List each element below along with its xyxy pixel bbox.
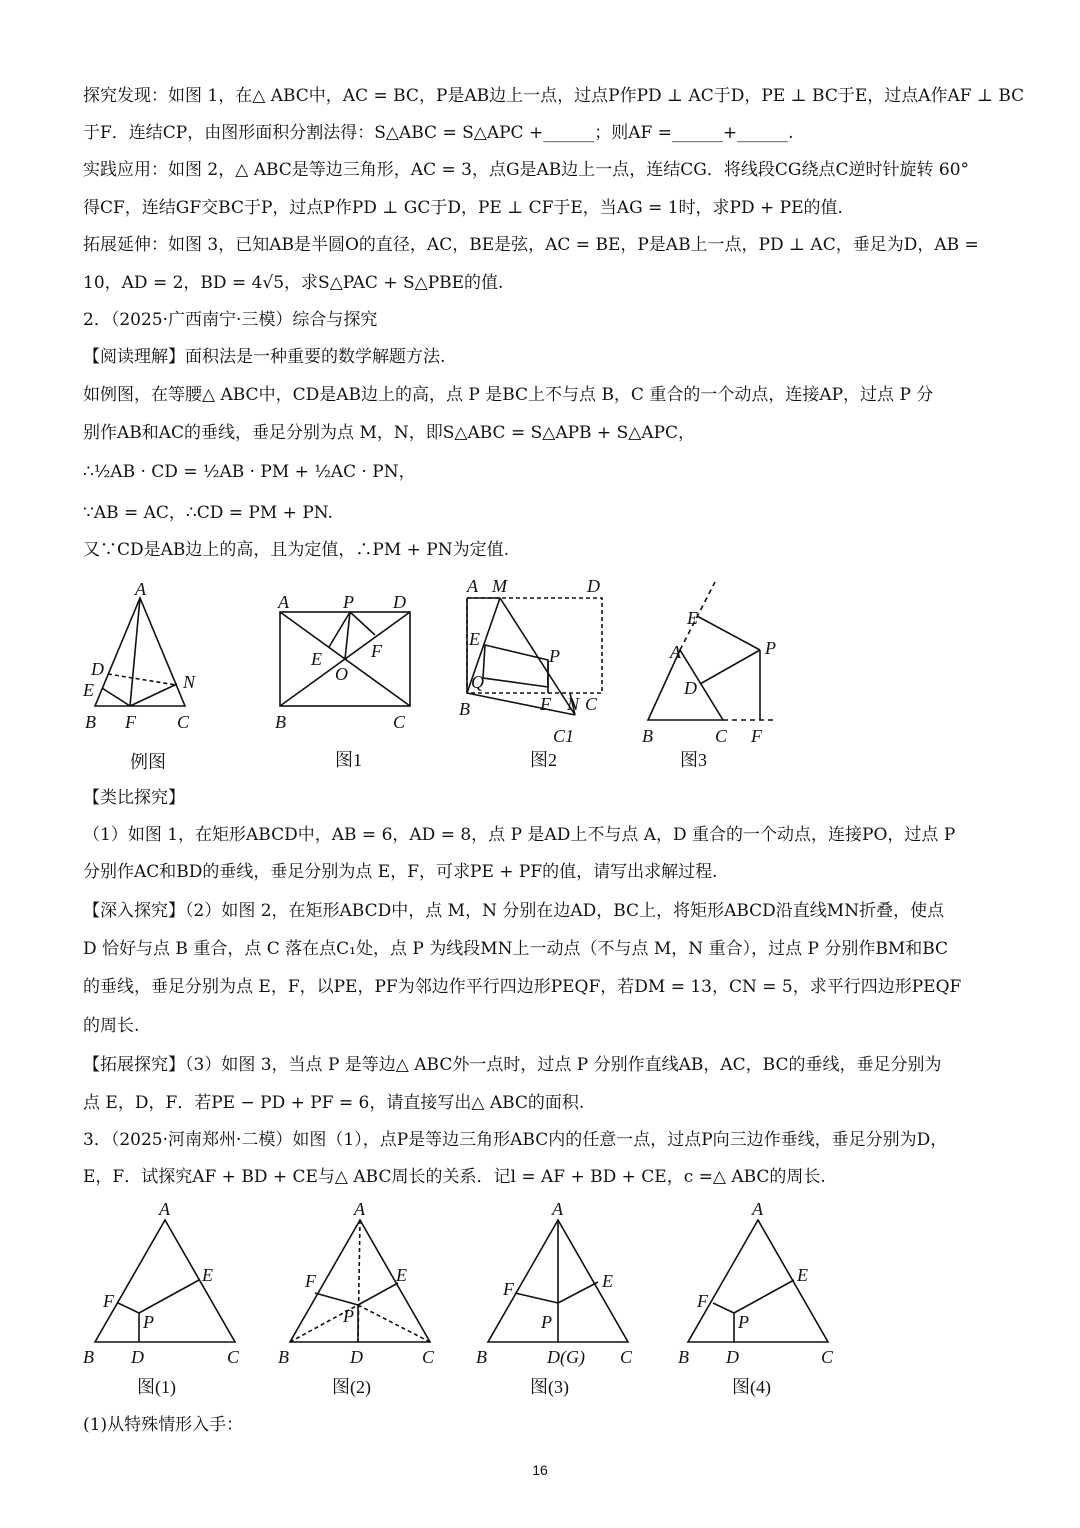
text-line-14: 【类比探究】 <box>83 788 185 808</box>
label-E: E <box>602 1271 613 1291</box>
caption-fig2: 图2 <box>530 750 557 770</box>
label-E: E <box>469 629 480 649</box>
text-line-25: (1)从特殊情形入手： <box>83 1415 244 1435</box>
label-P: P <box>765 638 776 658</box>
label-C: C <box>715 726 728 746</box>
text-line-23: 3．（2025·河南郑州·二模）如图（1），点P是等边三角形ABC内的任意一点，过点P向三边作垂线，垂足分别为D， <box>83 1130 948 1150</box>
label-B: B <box>678 1347 689 1367</box>
label-A: A <box>552 1199 563 1219</box>
label-C1: C1 <box>553 726 575 746</box>
text-line-10: 别作AB和AC的垂线，垂足分别为点 M，N，即S△ABC = S△APB + S△APC， <box>83 423 696 443</box>
label-P: P <box>343 592 354 612</box>
label-B: B <box>275 712 286 732</box>
label-E: E <box>311 649 322 669</box>
label-A: A <box>467 576 478 596</box>
text-line-2: 于F．连结CP，由图形面积分割法得：S△ABC = S△APC +______；则AF =______+______. <box>83 123 794 143</box>
figures-row-2 <box>75 1195 875 1405</box>
text-line-7: 2．（2025·广西南宁·三模）综合与探究 <box>83 310 378 330</box>
text-line-12: ∵AB = AC，∴CD = PM + PN. <box>83 503 333 523</box>
label-B: B <box>459 699 470 719</box>
caption-fig1: 图1 <box>335 750 362 770</box>
text-line-1: 探究发现：如图 1，在△ ABC中，AC = BC，P是AB边上一点，过点P作PD ⊥ AC于D，PE ⊥ BC于E，过点A作AF ⊥ BC <box>83 86 1025 106</box>
label-D: D <box>393 592 406 612</box>
label-A: A <box>159 1199 170 1219</box>
text-line-24: E，F．试探究AF + BD + CE与△ ABC周长的关系．记l = AF + BD + CE，c =△ ABC的周长. <box>83 1167 826 1187</box>
caption-f3: 图(3) <box>530 1377 569 1397</box>
text-line-16: 分别作AC和BD的垂线，垂足分别为点 E，F，可求PE + PF的值，请写出求解过程. <box>83 862 718 882</box>
text-line-15: （1）如图 1，在矩形ABCD中，AB = 6，AD = 8，点 P 是AD上不与点 A，D 重合的一个动点，连接PO，过点 P <box>83 825 956 845</box>
label-A: A <box>135 579 146 599</box>
label-N: N <box>567 694 580 714</box>
label-B: B <box>278 1347 289 1367</box>
label-F: F <box>371 641 382 661</box>
label-B: B <box>476 1347 487 1367</box>
label-P: P <box>738 1312 749 1332</box>
label-B: B <box>85 712 96 732</box>
label-C: C <box>585 694 598 714</box>
label-F: F <box>540 694 551 714</box>
text-line-9: 如例图，在等腰△ ABC中，CD是AB边上的高，点 P 是BC上不与点 B，C 重合的一个动点，连接AP，过点 P 分 <box>83 385 934 405</box>
label-F: F <box>305 1271 316 1291</box>
text-line-17: 【深入探究】（2）如图 2，在矩形ABCD中，点 M，N 分别在边AD，BC上，将矩形ABCD沿直线MN折叠，使点 <box>83 901 945 921</box>
label-F: F <box>503 1279 514 1299</box>
label-F: F <box>751 726 762 746</box>
example-triangle <box>95 598 185 706</box>
label-DG: D(G) <box>547 1347 585 1367</box>
label-E: E <box>797 1265 808 1285</box>
label-F: F <box>125 712 136 732</box>
label-D: D <box>587 576 600 596</box>
label-C: C <box>227 1347 240 1367</box>
label-A: A <box>670 642 681 662</box>
label-A: A <box>354 1199 365 1219</box>
caption-f2: 图(2) <box>332 1377 371 1397</box>
text-line-5: 拓展延伸：如图 3，已知AB是半圆O的直径，AC，BE是弦，AC = BE，P是AB上一点，PD ⊥ AC，垂足为D，AB = <box>83 235 979 255</box>
label-D: D <box>91 659 104 679</box>
label-F: F <box>103 1291 114 1311</box>
label-E: E <box>396 1265 407 1285</box>
label-B: B <box>83 1347 94 1367</box>
label-A: A <box>752 1199 763 1219</box>
label-C: C <box>620 1347 633 1367</box>
text-line-19: 的垂线，垂足分别为点 E，F，以PE，PF为邻边作平行四边形PEQF，若DM = 13，CN = 5，求平行四边形PEQF <box>83 977 962 997</box>
label-E: E <box>687 608 698 628</box>
label-D: D <box>131 1347 144 1367</box>
text-line-3: 实践应用：如图 2，△ ABC是等边三角形，AC = 3，点G是AB边上一点，连结CG．将线段CG绕点C逆时针旋转 60° <box>83 160 970 180</box>
text-line-18: D 恰好与点 B 重合，点 C 落在点C₁处，点 P 为线段MN上一动点（不与点 M，N 重合），过点 P 分别作BM和BC <box>83 939 949 959</box>
label-D: D <box>684 678 697 698</box>
text-line-22: 点 E，D，F．若PE − PD + PF = 6，请直接写出△ ABC的面积. <box>83 1093 585 1113</box>
label-C: C <box>393 712 406 732</box>
label-F: F <box>697 1291 708 1311</box>
figures-row-1 <box>75 570 795 780</box>
label-P: P <box>143 1312 154 1332</box>
label-Q: Q <box>471 672 484 692</box>
text-line-8: 【阅读理解】面积法是一种重要的数学解题方法. <box>83 347 446 367</box>
caption-f1: 图(1) <box>137 1377 176 1397</box>
label-E: E <box>202 1265 213 1285</box>
label-C: C <box>177 712 190 732</box>
label-N: N <box>183 672 196 692</box>
label-C: C <box>821 1347 834 1367</box>
label-C: C <box>422 1347 435 1367</box>
text-line-20: 的周长. <box>83 1016 140 1036</box>
label-P: P <box>549 646 560 666</box>
text-line-21: 【拓展探究】（3）如图 3，当点 P 是等边△ ABC外一点时，过点 P 分别作直线AB，AC，BC的垂线，垂足分别为 <box>83 1055 942 1075</box>
caption-f4: 图(4) <box>732 1377 771 1397</box>
text-line-11: ∴½AB · CD = ½AB · PM + ½AC · PN， <box>83 462 416 482</box>
label-E: E <box>83 680 94 700</box>
label-M: M <box>492 576 507 596</box>
text-line-13: 又∵CD是AB边上的高，且为定值，∴PM + PN为定值. <box>83 540 510 560</box>
label-O: O <box>335 664 348 684</box>
label-B: B <box>642 726 653 746</box>
text-line-4: 得CF，连结GF交BC于P，过点P作PD ⊥ GC于D，PE ⊥ CF于E，当AG = 1时，求PD + PE的值. <box>83 198 843 218</box>
caption-fig3: 图3 <box>680 750 707 770</box>
page-number: 16 <box>532 1462 548 1478</box>
text-line-6: 10，AD = 2，BD = 4√5，求S△PAC + S△PBE的值. <box>83 273 504 293</box>
label-D: D <box>726 1347 739 1367</box>
label-D: D <box>350 1347 363 1367</box>
caption-example: 例图 <box>130 752 166 772</box>
label-P: P <box>541 1312 552 1332</box>
label-A: A <box>278 592 289 612</box>
label-P: P <box>343 1306 354 1326</box>
